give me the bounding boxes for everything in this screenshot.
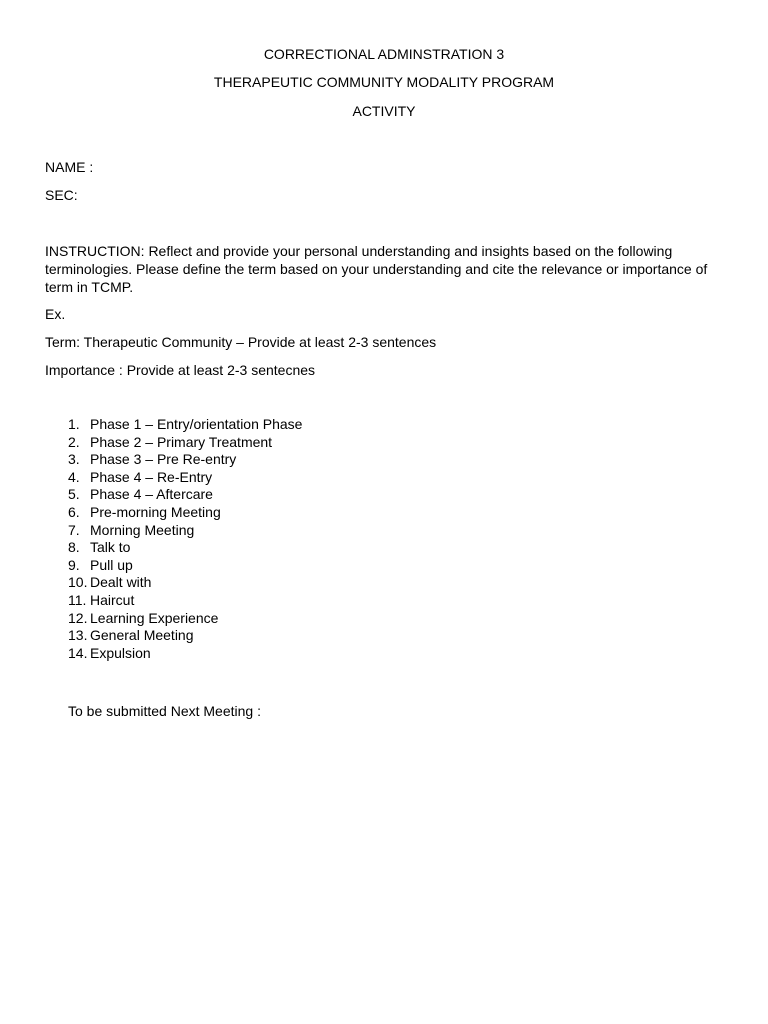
list-item-number: 2. <box>68 433 80 450</box>
list-item-number: 1. <box>68 416 80 432</box>
list-item <box>68 434 302 452</box>
submission-note: To be submitted Next Meeting : <box>68 703 261 719</box>
list-item-number: 8. <box>68 539 80 556</box>
example-importance-line: Importance : Provide at least 2-3 sentecnes <box>45 362 316 378</box>
list-item-number: 13. <box>68 627 88 644</box>
list-item-number: 5. <box>68 486 80 503</box>
name-field-label: NAME : <box>45 159 94 175</box>
list-item-number: 3. <box>68 451 80 468</box>
list-item <box>68 486 302 504</box>
list-item-number: 12. <box>68 609 88 626</box>
list-item <box>68 451 302 469</box>
list-item <box>68 592 302 610</box>
list-item-text: Morning Meeting <box>90 521 195 538</box>
terms-list <box>68 416 302 662</box>
list-item-text: Expulsion <box>90 644 151 661</box>
list-item-text: Haircut <box>90 591 135 608</box>
list-item-text: Talk to <box>90 539 131 556</box>
program-title: THERAPEUTIC COMMUNITY MODALITY PROGRAM <box>213 74 555 90</box>
course-title: CORRECTIONAL ADMINSTRATION 3 <box>263 46 505 62</box>
list-item-number: 14. <box>68 644 88 661</box>
instruction-paragraph: INSTRUCTION: Reflect and provide your personal understanding and insights based on the following terminologies. Please define the term based on your understanding and cite the relevance or importance of term in TCMP. <box>45 243 708 295</box>
list-item-number: 9. <box>68 556 80 573</box>
list-item-text: Phase 4 – Aftercare <box>90 486 213 503</box>
activity-title: ACTIVITY <box>352 103 416 119</box>
list-item-text: General Meeting <box>90 627 194 644</box>
list-item-text: Pre-morning Meeting <box>90 503 221 520</box>
list-item <box>68 522 302 540</box>
list-item-text: Phase 1 – Entry/orientation Phase <box>90 416 303 432</box>
list-item <box>68 627 302 645</box>
list-item <box>68 610 302 628</box>
list-item <box>68 504 302 522</box>
list-item <box>68 645 302 663</box>
list-item-number: 11. <box>68 591 87 608</box>
list-item <box>68 574 302 592</box>
list-item-text: Dealt with <box>90 574 152 591</box>
example-label: Ex. <box>45 306 66 322</box>
section-field-label: SEC: <box>45 187 78 203</box>
list-item-number: 4. <box>68 468 80 485</box>
list-item <box>68 416 302 434</box>
list-item-text: Learning Experience <box>90 609 219 626</box>
list-item-number: 10. <box>68 574 88 591</box>
list-item <box>68 539 302 557</box>
list-item-text: Phase 4 – Re-Entry <box>90 468 213 485</box>
list-item-number: 7. <box>68 521 80 538</box>
list-item <box>68 469 302 487</box>
list-item <box>68 557 302 575</box>
list-item-number: 6. <box>68 503 80 520</box>
list-item-text: Phase 2 – Primary Treatment <box>90 433 273 450</box>
list-item-text: Pull up <box>90 556 133 573</box>
list-item-text: Phase 3 – Pre Re-entry <box>90 451 237 468</box>
example-term-line: Term: Therapeutic Community – Provide at least 2-3 sentences <box>45 334 437 350</box>
